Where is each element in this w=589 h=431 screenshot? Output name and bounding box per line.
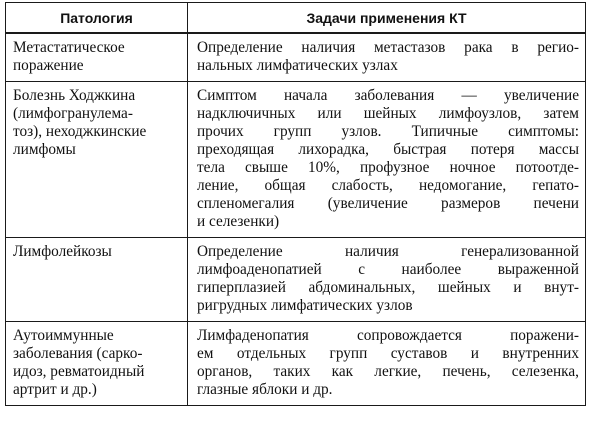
pathology-line: Аутоиммунные — [13, 327, 114, 344]
task-line: спленомегалия (увеличение размеров печени — [197, 195, 579, 212]
task-line: Определение наличия генерализованной — [197, 243, 579, 260]
cell-task — [188, 82, 586, 238]
table-row — [6, 238, 586, 322]
pathology-line: тоз), неходжкинские — [13, 123, 147, 140]
task-line: прочих групп узлов. Типичные симптомы: — [197, 123, 579, 140]
task-line: Симптом начала заболевания — увеличение — [197, 87, 579, 104]
pathology-line: Метастатическое — [13, 39, 125, 56]
pathology-line: Болезнь Ходжкина — [13, 87, 136, 104]
task-line: преходящая лихорадка, быстрая потеря массы — [197, 141, 579, 158]
task-line: и селезенки) — [197, 213, 280, 230]
cell-pathology — [6, 33, 188, 82]
cell-task — [188, 238, 586, 322]
ct-tasks-table — [5, 2, 586, 406]
task-line: ление, общая слабость, недомогание, гепато- — [197, 177, 579, 194]
task-line: гиперплазией абдоминальных, шейных и внут- — [197, 279, 579, 296]
task-line: лимфоаденопатией с наиболее выраженной — [197, 261, 579, 278]
task-line: Определение наличия метастазов рака в регио- — [197, 39, 579, 56]
header-pathology: Патология — [6, 3, 188, 34]
cell-pathology — [6, 82, 188, 238]
cell-task — [188, 322, 586, 406]
table-header-row — [6, 3, 586, 34]
task-line: тела свыше 10%, профузное ночное потоотде- — [197, 159, 579, 176]
task-line: надключичных или шейных лимфоузлов, затем — [197, 105, 579, 122]
cell-pathology — [6, 238, 188, 322]
task-line: Лимфаденопатия сопровождается поражени- — [197, 327, 579, 344]
pathology-line: идоз, ревматоидный — [13, 363, 145, 380]
table-row — [6, 82, 586, 238]
cell-pathology — [6, 322, 188, 406]
task-line: нальных лимфатических узлах — [197, 57, 398, 74]
task-line: органов, таких как легкие, печень, селезенка, — [197, 363, 579, 380]
task-line: ригрудных лимфатических узлов — [197, 297, 413, 314]
task-line: ем отдельных групп суставов и внутренних — [197, 345, 579, 362]
pathology-line: (лимфогранулема- — [13, 105, 133, 122]
cell-task — [188, 33, 586, 82]
table-row — [6, 322, 586, 406]
pathology-line: Лимфолейкозы — [13, 243, 112, 260]
pathology-line: лимфомы — [13, 141, 76, 158]
pathology-line: поражение — [13, 57, 84, 74]
pathology-line: заболевания (сарко- — [13, 345, 143, 362]
task-line: глазные яблоки и др. — [197, 381, 333, 398]
pathology-line: артрит и др.) — [13, 381, 97, 398]
table-row — [6, 33, 586, 82]
header-task: Задачи применения КТ — [188, 3, 586, 34]
